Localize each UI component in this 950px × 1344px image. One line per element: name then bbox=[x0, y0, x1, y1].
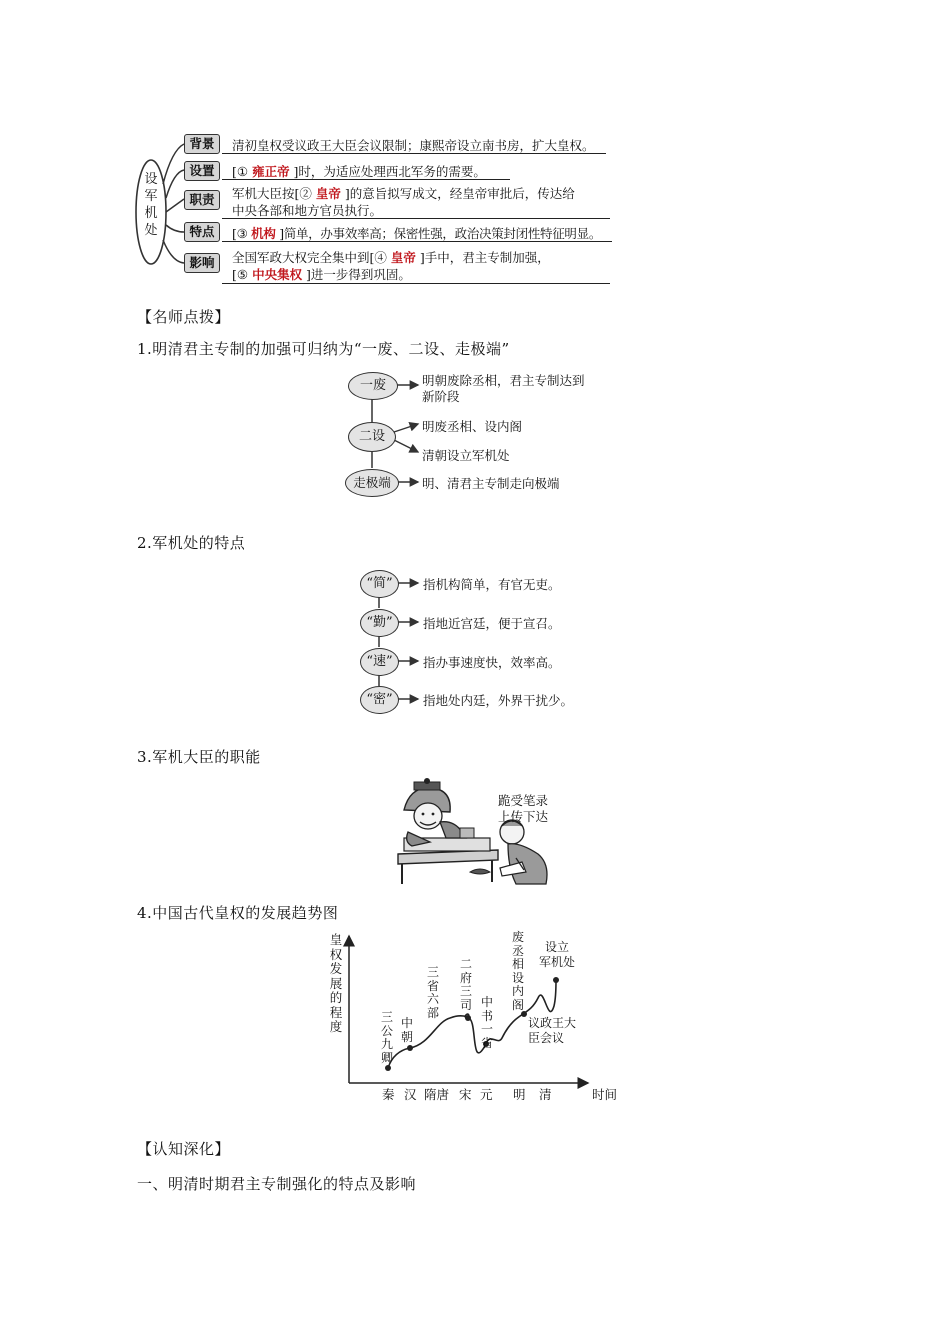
point-efss bbox=[465, 1015, 471, 1021]
annotation-char: 三 bbox=[459, 984, 472, 998]
x-tick: 明 bbox=[513, 1087, 526, 1102]
row-text-part: 全国军政大权完全集中到[④ bbox=[232, 250, 391, 265]
annotation-char: 部 bbox=[426, 1005, 439, 1020]
annotation-char: 中 bbox=[400, 1016, 413, 1030]
annotation-char: 朝 bbox=[400, 1029, 413, 1044]
summary-text: 明废丞相、设内阁 bbox=[422, 419, 523, 434]
row-text-part: [⑤ bbox=[232, 267, 253, 282]
y-axis-label bbox=[328, 933, 344, 1035]
row-setup-text bbox=[232, 162, 486, 180]
answer-blank-1: 雍正帝 bbox=[252, 164, 290, 179]
node-jian: “简” bbox=[360, 570, 399, 598]
teacher-tips-heading: 【名师点拨】 bbox=[137, 308, 231, 326]
annotation-char: 司 bbox=[459, 997, 472, 1012]
features-diagram bbox=[0, 565, 950, 715]
row-impact-text bbox=[232, 248, 550, 266]
annotation-line: 军机处 bbox=[539, 955, 576, 969]
minister-illustration bbox=[390, 772, 565, 894]
annotation-fcx bbox=[511, 931, 525, 1012]
node-ershe: 二设 bbox=[348, 422, 396, 452]
annotation-efss bbox=[459, 958, 473, 1012]
row-background-text bbox=[232, 136, 595, 154]
summary-diagram bbox=[0, 360, 950, 500]
feature-text: 指机构简单，有官无吏。 bbox=[423, 577, 561, 592]
annotation-line: 议政王大 bbox=[528, 1016, 577, 1030]
answer-blank-5: 中央集权 bbox=[252, 267, 303, 282]
annotation-char: 府 bbox=[459, 970, 472, 985]
x-tick: 元 bbox=[480, 1087, 493, 1102]
annotation-char: 一 bbox=[480, 1022, 493, 1036]
annotation-char: 阁 bbox=[511, 997, 524, 1012]
trend-chart-svg bbox=[320, 928, 630, 1104]
point-sgjq bbox=[385, 1065, 391, 1071]
annotation-char: 九 bbox=[380, 1037, 393, 1051]
annotation-char: 公 bbox=[380, 1023, 393, 1038]
concept-map bbox=[0, 0, 950, 300]
answer-blank-3: 机构 bbox=[251, 226, 276, 241]
tag-setup: 设置 bbox=[184, 161, 220, 181]
annotation-char: 内 bbox=[511, 984, 524, 998]
row-text-part: ]进一步得到巩固。 bbox=[302, 267, 411, 282]
y-label-char: 权 bbox=[329, 946, 343, 962]
annotation-char: 三 bbox=[426, 965, 439, 979]
tag-duty: 职责 bbox=[184, 190, 220, 210]
annotation-zc bbox=[400, 1017, 414, 1044]
x-tick: 汉 bbox=[404, 1087, 417, 1102]
caption-line: 跪受笔录 bbox=[498, 793, 549, 808]
annotation-yzw bbox=[528, 1016, 576, 1046]
minister-drawing bbox=[390, 772, 565, 894]
y-label-char: 发 bbox=[329, 961, 343, 976]
annotation-char: 三 bbox=[380, 1010, 393, 1024]
node-mi: “密” bbox=[360, 686, 399, 714]
point-zc bbox=[407, 1045, 413, 1051]
row-text-part: [① bbox=[232, 164, 253, 179]
row-underline bbox=[222, 218, 610, 219]
summary-text: 新阶段 bbox=[422, 389, 460, 404]
annotation-char: 书 bbox=[480, 1008, 493, 1023]
row-text-part: ]的意旨拟写成文，经皇帝审批后，传达给 bbox=[340, 186, 575, 201]
x-tick: 隋唐 bbox=[424, 1087, 450, 1102]
summary-text: 清朝设立军机处 bbox=[422, 448, 510, 463]
annotation-sljjc bbox=[539, 940, 575, 970]
annotation-sslb bbox=[426, 966, 440, 1020]
summary-text: 明、清君主专制走向极端 bbox=[422, 476, 560, 491]
row-duty-text-line2: 中央各部和地方官员执行。 bbox=[232, 203, 383, 218]
annotation-line: 臣会议 bbox=[528, 1031, 565, 1045]
node-su: “速” bbox=[360, 648, 399, 676]
annotation-char: 省 bbox=[426, 978, 439, 993]
row-underline bbox=[222, 241, 612, 242]
center-char: 设 bbox=[144, 172, 158, 187]
row-text-part: ]时，为适应处理西北军务的需要。 bbox=[289, 164, 486, 179]
row-underline bbox=[222, 179, 510, 180]
node-qin: “勤” bbox=[360, 609, 399, 637]
x-axis-label: 时间 bbox=[592, 1087, 618, 1102]
annotation-char: 省 bbox=[480, 1035, 493, 1050]
row-underline bbox=[222, 283, 610, 284]
trend-chart bbox=[320, 928, 630, 1104]
summary-text: 明朝废除丞相，君主专制达到 bbox=[422, 373, 585, 388]
caption-line: 上传下达 bbox=[498, 809, 549, 824]
deepen-heading: 【认知深化】 bbox=[137, 1140, 231, 1158]
y-label-char: 的 bbox=[329, 990, 343, 1005]
illustration-caption bbox=[498, 793, 548, 825]
annotation-char: 相 bbox=[511, 957, 524, 971]
answer-blank-4: 皇帝 bbox=[390, 250, 416, 265]
center-label bbox=[143, 171, 159, 239]
x-tick: 清 bbox=[539, 1087, 552, 1102]
item1-heading: 1.明清君主专制的加强可归纳为“一废、二设、走极端” bbox=[137, 340, 510, 358]
annotation-char: 卿 bbox=[380, 1050, 393, 1065]
x-tick: 秦 bbox=[382, 1087, 395, 1102]
row-text-part: [③ bbox=[232, 226, 252, 241]
center-char: 机 bbox=[144, 206, 158, 221]
y-label-char: 展 bbox=[329, 975, 343, 991]
annotation-char: 设 bbox=[511, 970, 524, 985]
y-label-char: 度 bbox=[329, 1019, 343, 1034]
row-duty-text bbox=[232, 184, 575, 202]
annotation-char: 丞 bbox=[511, 943, 524, 958]
row-text-part: ]手中，君主专制加强， bbox=[415, 250, 550, 265]
part1-heading: 一、明清时期君主专制强化的特点及影响 bbox=[137, 1175, 417, 1193]
annotation-char: 中 bbox=[480, 995, 493, 1009]
annotation-zsys bbox=[480, 996, 494, 1050]
tag-feature: 特点 bbox=[184, 222, 220, 242]
row-underline bbox=[222, 153, 606, 154]
x-tick: 宋 bbox=[459, 1087, 472, 1102]
feature-text: 指地处内廷，外界干扰少。 bbox=[423, 693, 574, 708]
row-impact-text-line2 bbox=[232, 265, 411, 283]
tag-background: 背景 bbox=[184, 134, 220, 154]
annotation-char: 废 bbox=[511, 930, 524, 944]
node-yifei: 一废 bbox=[348, 372, 398, 400]
row-text-part: 清初皇权受议政王大臣会议限制；康熙帝设立南书房，扩大皇权。 bbox=[232, 138, 595, 153]
item3-heading: 3.军机大臣的职能 bbox=[137, 748, 261, 766]
center-char: 处 bbox=[144, 223, 158, 238]
row-text-part: 军机大臣按[② bbox=[232, 186, 316, 201]
center-char: 军 bbox=[144, 189, 158, 204]
answer-blank-2: 皇帝 bbox=[315, 186, 341, 201]
y-label-char: 程 bbox=[329, 1004, 343, 1020]
feature-text: 指办事速度快，效率高。 bbox=[423, 655, 561, 670]
feature-text: 指地近宫廷，便于宣召。 bbox=[423, 616, 561, 631]
y-label-char: 皇 bbox=[329, 932, 343, 947]
annotation-char: 二 bbox=[459, 957, 472, 971]
item4-heading: 4.中国古代皇权的发展趋势图 bbox=[137, 904, 339, 922]
row-text-part: ]简单，办事效率高；保密性强，政治决策封闭性特征明显。 bbox=[275, 226, 602, 241]
annotation-sgjq bbox=[380, 1011, 394, 1065]
point-sljjc bbox=[553, 977, 559, 983]
node-zoujiduan: 走极端 bbox=[345, 469, 399, 497]
tag-impact: 影响 bbox=[184, 253, 220, 273]
row-feature-text bbox=[232, 224, 601, 242]
item2-heading: 2.军机处的特点 bbox=[137, 534, 246, 552]
annotation-line: 设立 bbox=[545, 940, 570, 954]
annotation-char: 六 bbox=[426, 992, 439, 1006]
